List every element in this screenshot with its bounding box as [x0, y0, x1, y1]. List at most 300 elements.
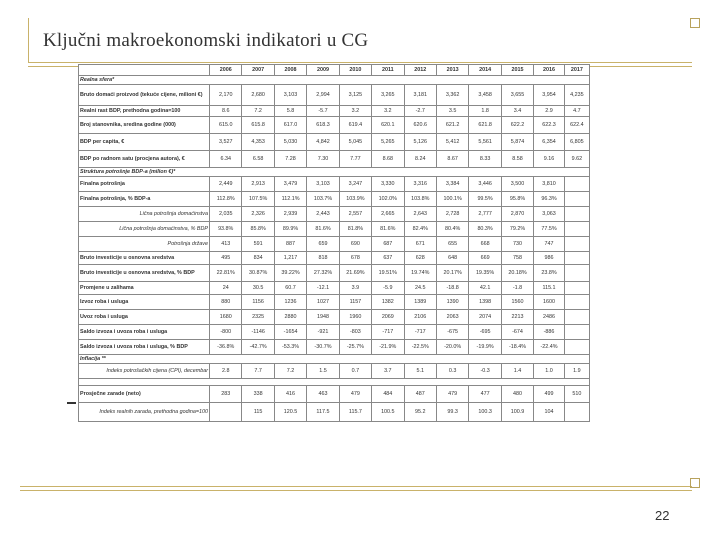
value-cell: 1157	[339, 295, 371, 310]
value-cell: 1382	[372, 295, 404, 310]
value-cell: 678	[339, 252, 371, 265]
value-cell: 115.1	[534, 282, 565, 295]
value-cell: 107.5%	[242, 192, 274, 207]
value-cell: 3,316	[404, 177, 436, 192]
value-cell: 1680	[210, 310, 242, 325]
value-cell: 2213	[501, 310, 533, 325]
value-cell: -886	[534, 325, 565, 340]
value-cell: -674	[501, 325, 533, 340]
value-cell: 834	[242, 252, 274, 265]
value-cell: 96.3%	[534, 192, 565, 207]
frame-bottom-rule-secondary	[20, 490, 692, 491]
value-cell: -695	[469, 325, 501, 340]
table-row	[79, 117, 590, 134]
value-cell	[564, 222, 589, 237]
value-cell: 30.5	[242, 282, 274, 295]
value-cell: 620.1	[372, 117, 404, 134]
value-cell	[564, 252, 589, 265]
value-cell: -42.7%	[242, 340, 274, 355]
value-cell	[564, 403, 589, 422]
table-row	[79, 386, 590, 403]
value-cell: 3.9	[339, 282, 371, 295]
value-cell: 20.18%	[501, 265, 533, 282]
value-cell: 80.4%	[436, 222, 468, 237]
macro-indicators-table	[78, 64, 590, 422]
section-header-row	[79, 168, 590, 177]
value-cell: 3.2	[372, 106, 404, 117]
row-label: Potrošnja države	[79, 237, 210, 252]
value-cell: -1654	[274, 325, 306, 340]
value-cell: 100.3	[469, 403, 501, 422]
value-cell: 690	[339, 237, 371, 252]
value-cell: 2074	[469, 310, 501, 325]
value-cell: 3.7	[372, 364, 404, 379]
frame-vertical-line	[28, 18, 29, 62]
value-cell: 100.1%	[436, 192, 468, 207]
table-row	[79, 237, 590, 252]
table-row	[79, 265, 590, 282]
value-cell: 103.9%	[339, 192, 371, 207]
value-cell: 7.7	[242, 364, 274, 379]
value-cell	[210, 403, 242, 422]
value-cell: -18.4%	[501, 340, 533, 355]
value-cell: 7.77	[339, 151, 371, 168]
table-row	[79, 340, 590, 355]
year-header: 2012	[404, 65, 436, 76]
value-cell: -21.9%	[372, 340, 404, 355]
value-cell: 637	[372, 252, 404, 265]
table-row	[79, 151, 590, 168]
value-cell: 0.3	[436, 364, 468, 379]
header-label-cell	[79, 65, 210, 76]
section-title	[79, 379, 590, 386]
value-cell: 27.32%	[307, 265, 339, 282]
value-cell: 1.0	[534, 364, 565, 379]
value-cell: -5.7	[307, 106, 339, 117]
value-cell: 5,265	[372, 134, 404, 151]
value-cell: 3,527	[210, 134, 242, 151]
value-cell	[564, 265, 589, 282]
value-cell: 619.4	[339, 117, 371, 134]
section-header-row	[79, 76, 590, 85]
value-cell: 8.24	[404, 151, 436, 168]
table-row	[79, 85, 590, 106]
value-cell: 3,265	[372, 85, 404, 106]
section-title: Inflacija **	[79, 355, 590, 364]
value-cell: 3,103	[274, 85, 306, 106]
value-cell: 102.0%	[372, 192, 404, 207]
value-cell: 81.6%	[372, 222, 404, 237]
row-label: Promjene u zalihama	[79, 282, 210, 295]
value-cell: 2,170	[210, 85, 242, 106]
value-cell: 669	[469, 252, 501, 265]
value-cell: 5,412	[436, 134, 468, 151]
value-cell: 1960	[339, 310, 371, 325]
value-cell: 615.8	[242, 117, 274, 134]
value-cell: 3.2	[339, 106, 371, 117]
value-cell: 20.17%	[436, 265, 468, 282]
value-cell: 2.9	[534, 106, 565, 117]
value-cell: 2486	[534, 310, 565, 325]
value-cell: -22.5%	[404, 340, 436, 355]
value-cell: 3,330	[372, 177, 404, 192]
row-label: Saldo izvoza i uvoza roba i usluga	[79, 325, 210, 340]
value-cell: 60.7	[274, 282, 306, 295]
value-cell: 77.5%	[534, 222, 565, 237]
value-cell: 7.30	[307, 151, 339, 168]
year-header: 2011	[372, 65, 404, 76]
value-cell: 117.5	[307, 403, 339, 422]
value-cell: 0.7	[339, 364, 371, 379]
value-cell: 3,103	[307, 177, 339, 192]
value-cell: 8.67	[436, 151, 468, 168]
value-cell: 89.9%	[274, 222, 306, 237]
value-cell: -53.3%	[274, 340, 306, 355]
table-row	[79, 325, 590, 340]
value-cell: 668	[469, 237, 501, 252]
value-cell: 1.9	[564, 364, 589, 379]
value-cell: 2325	[242, 310, 274, 325]
value-cell: 2069	[372, 310, 404, 325]
table-row	[79, 310, 590, 325]
value-cell: 8.58	[501, 151, 533, 168]
value-cell: 3,362	[436, 85, 468, 106]
table-row	[79, 222, 590, 237]
value-cell: 413	[210, 237, 242, 252]
value-cell: 2,443	[307, 207, 339, 222]
row-label: Saldo izvoza i uvoza roba i usluga, % BDP	[79, 340, 210, 355]
value-cell: 499	[534, 386, 565, 403]
value-cell: 615.0	[210, 117, 242, 134]
value-cell: 2880	[274, 310, 306, 325]
value-cell: 3,954	[534, 85, 565, 106]
year-header: 2017	[564, 65, 589, 76]
page-number: 22	[655, 508, 670, 523]
value-cell: 1156	[242, 295, 274, 310]
row-label: Lična potrošnja domaćinstva, % BDP	[79, 222, 210, 237]
value-cell: 4,235	[564, 85, 589, 106]
frame-bottom-rule	[20, 486, 692, 487]
value-cell: 30.87%	[242, 265, 274, 282]
value-cell: 42.1	[469, 282, 501, 295]
value-cell: 103.8%	[404, 192, 436, 207]
dash-mark	[67, 402, 76, 404]
value-cell: 21.69%	[339, 265, 371, 282]
frame-top-rule	[28, 62, 692, 63]
year-header: 2009	[307, 65, 339, 76]
value-cell: 3,446	[469, 177, 501, 192]
value-cell: 2,326	[242, 207, 274, 222]
value-cell: 6.34	[210, 151, 242, 168]
value-cell: 112.1%	[274, 192, 306, 207]
value-cell: 8.68	[372, 151, 404, 168]
value-cell: 510	[564, 386, 589, 403]
value-cell: -2.7	[404, 106, 436, 117]
value-cell: 1.8	[469, 106, 501, 117]
row-label: Uvoz roba i usluga	[79, 310, 210, 325]
value-cell: 283	[210, 386, 242, 403]
value-cell: 93.8%	[210, 222, 242, 237]
value-cell: 6,354	[534, 134, 565, 151]
value-cell: 620.6	[404, 117, 436, 134]
value-cell: 338	[242, 386, 274, 403]
value-cell: 7.2	[274, 364, 306, 379]
value-cell	[564, 282, 589, 295]
value-cell	[564, 207, 589, 222]
row-label: Bruto investicije u osnovna sredstva	[79, 252, 210, 265]
value-cell: 8.33	[469, 151, 501, 168]
value-cell: -717	[372, 325, 404, 340]
value-cell: 484	[372, 386, 404, 403]
value-cell: 1389	[404, 295, 436, 310]
value-cell: 479	[436, 386, 468, 403]
value-cell: 22.81%	[210, 265, 242, 282]
row-label: Indeks realnih zarada, prethodna godina=100	[79, 403, 210, 422]
slide-title: Ključni makroekonomski indikatori u CG	[43, 30, 369, 51]
value-cell: 100.9	[501, 403, 533, 422]
value-cell: 617.0	[274, 117, 306, 134]
value-cell: 4.7	[564, 106, 589, 117]
year-header: 2008	[274, 65, 306, 76]
value-cell: 2,777	[469, 207, 501, 222]
value-cell	[564, 295, 589, 310]
value-cell: 115	[242, 403, 274, 422]
value-cell: 5.8	[274, 106, 306, 117]
value-cell: 730	[501, 237, 533, 252]
value-cell: 1236	[274, 295, 306, 310]
value-cell: 3,500	[501, 177, 533, 192]
value-cell: -30.7%	[307, 340, 339, 355]
value-cell: 3.4	[501, 106, 533, 117]
value-cell: 23.8%	[534, 265, 565, 282]
value-cell: 416	[274, 386, 306, 403]
value-cell: 479	[339, 386, 371, 403]
section-header-row	[79, 379, 590, 386]
value-cell: 818	[307, 252, 339, 265]
value-cell: 2,643	[404, 207, 436, 222]
value-cell: 1560	[501, 295, 533, 310]
table-row	[79, 403, 590, 422]
value-cell: 495	[210, 252, 242, 265]
value-cell: 120.5	[274, 403, 306, 422]
value-cell: 463	[307, 386, 339, 403]
value-cell: 622.4	[564, 117, 589, 134]
corner-square-icon-bottom	[690, 478, 700, 488]
value-cell: 3,810	[534, 177, 565, 192]
value-cell: 5,030	[274, 134, 306, 151]
section-title: Realna sfera*	[79, 76, 590, 85]
value-cell: 19.74%	[404, 265, 436, 282]
row-label: Izvoz roba i usluga	[79, 295, 210, 310]
row-label: Finalna potrošnja, % BDP-a	[79, 192, 210, 207]
row-label: Finalna potrošnja	[79, 177, 210, 192]
value-cell: 9.16	[534, 151, 565, 168]
section-title: Struktura potrošnje BDP-a (milion €)*	[79, 168, 590, 177]
value-cell: 3,125	[339, 85, 371, 106]
value-cell: 79.2%	[501, 222, 533, 237]
value-cell: 659	[307, 237, 339, 252]
value-cell: 591	[242, 237, 274, 252]
value-cell: -19.9%	[469, 340, 501, 355]
value-cell: 3,655	[501, 85, 533, 106]
value-cell: 7.28	[274, 151, 306, 168]
value-cell: 8.6	[210, 106, 242, 117]
value-cell: 81.8%	[339, 222, 371, 237]
value-cell: 2,035	[210, 207, 242, 222]
value-cell: 880	[210, 295, 242, 310]
value-cell: -25.7%	[339, 340, 371, 355]
table-row	[79, 252, 590, 265]
value-cell: -36.8%	[210, 340, 242, 355]
value-cell: 480	[501, 386, 533, 403]
value-cell: 2,449	[210, 177, 242, 192]
table-row	[79, 282, 590, 295]
value-cell: 7.2	[242, 106, 274, 117]
value-cell: -717	[404, 325, 436, 340]
value-cell: 2,913	[242, 177, 274, 192]
value-cell: 687	[372, 237, 404, 252]
value-cell: 622.3	[534, 117, 565, 134]
value-cell: -22.4%	[534, 340, 565, 355]
value-cell: -12.1	[307, 282, 339, 295]
year-header: 2006	[210, 65, 242, 76]
value-cell: 2,728	[436, 207, 468, 222]
value-cell: 2,939	[274, 207, 306, 222]
value-cell: 3.5	[436, 106, 468, 117]
value-cell: 655	[436, 237, 468, 252]
value-cell: 487	[404, 386, 436, 403]
value-cell: 2063	[436, 310, 468, 325]
value-cell: 1600	[534, 295, 565, 310]
value-cell: 747	[534, 237, 565, 252]
value-cell: -0.3	[469, 364, 501, 379]
value-cell: 1,217	[274, 252, 306, 265]
value-cell: -921	[307, 325, 339, 340]
value-cell: 2,994	[307, 85, 339, 106]
value-cell: 82.4%	[404, 222, 436, 237]
value-cell: 1.4	[501, 364, 533, 379]
value-cell: 6,805	[564, 134, 589, 151]
value-cell: 628	[404, 252, 436, 265]
value-cell: 2,870	[501, 207, 533, 222]
value-cell	[564, 237, 589, 252]
value-cell: 112.8%	[210, 192, 242, 207]
value-cell: 104	[534, 403, 565, 422]
value-cell: 115.7	[339, 403, 371, 422]
value-cell: 3,384	[436, 177, 468, 192]
table-row	[79, 207, 590, 222]
value-cell: -20.0%	[436, 340, 468, 355]
value-cell: 3,247	[339, 177, 371, 192]
value-cell: 618.3	[307, 117, 339, 134]
corner-square-icon	[690, 18, 700, 28]
value-cell: 3,479	[274, 177, 306, 192]
row-label: Lična potrošnja domaćinstva	[79, 207, 210, 222]
value-cell: 758	[501, 252, 533, 265]
value-cell: 3,063	[534, 207, 565, 222]
value-cell: 4,842	[307, 134, 339, 151]
value-cell: 621.2	[436, 117, 468, 134]
row-label: Prosječne zarade (neto)	[79, 386, 210, 403]
table-header-row	[79, 65, 590, 76]
table-row	[79, 295, 590, 310]
row-label: Bruto domaći proizvod (tekuće cijene, milioni €)	[79, 85, 210, 106]
value-cell: 2,557	[339, 207, 371, 222]
value-cell: -803	[339, 325, 371, 340]
value-cell	[564, 177, 589, 192]
value-cell: 2,680	[242, 85, 274, 106]
table-row	[79, 134, 590, 151]
value-cell: 19.35%	[469, 265, 501, 282]
row-label: BDP po radnom satu (procjena autora), €	[79, 151, 210, 168]
section-header-row	[79, 355, 590, 364]
row-label: Broj stanovnika, sredina godine (000)	[79, 117, 210, 134]
value-cell: 1027	[307, 295, 339, 310]
value-cell: 671	[404, 237, 436, 252]
value-cell	[564, 310, 589, 325]
year-header: 2016	[534, 65, 565, 76]
table-row	[79, 192, 590, 207]
table-row	[79, 177, 590, 192]
value-cell: 648	[436, 252, 468, 265]
value-cell: 1.5	[307, 364, 339, 379]
value-cell	[564, 325, 589, 340]
value-cell: 99.3	[436, 403, 468, 422]
table-row	[79, 106, 590, 117]
value-cell: -5.9	[372, 282, 404, 295]
value-cell: 80.3%	[469, 222, 501, 237]
value-cell: 3,458	[469, 85, 501, 106]
value-cell	[564, 340, 589, 355]
value-cell: 19.51%	[372, 265, 404, 282]
row-label: BDP per capita, €	[79, 134, 210, 151]
value-cell: 477	[469, 386, 501, 403]
table-row	[79, 364, 590, 379]
row-label: Realni rast BDP, prethodna godina=100	[79, 106, 210, 117]
value-cell: 5,045	[339, 134, 371, 151]
value-cell: -1146	[242, 325, 274, 340]
value-cell: 622.2	[501, 117, 533, 134]
value-cell: 95.8%	[501, 192, 533, 207]
row-label: Bruto investicije u osnovna sredstva, % BDP	[79, 265, 210, 282]
year-header: 2010	[339, 65, 371, 76]
row-label: Indeks potrošačkih cijena (CPI), decembar	[79, 364, 210, 379]
value-cell: 3,181	[404, 85, 436, 106]
value-cell: 621.8	[469, 117, 501, 134]
value-cell: 2106	[404, 310, 436, 325]
value-cell: 99.5%	[469, 192, 501, 207]
year-header: 2013	[436, 65, 468, 76]
value-cell	[564, 192, 589, 207]
year-header: 2014	[469, 65, 501, 76]
value-cell: 5.1	[404, 364, 436, 379]
value-cell: 103.7%	[307, 192, 339, 207]
value-cell: 4,353	[242, 134, 274, 151]
value-cell: 2.8	[210, 364, 242, 379]
value-cell: 1948	[307, 310, 339, 325]
value-cell: -18.8	[436, 282, 468, 295]
value-cell: 39.22%	[274, 265, 306, 282]
value-cell: 9.62	[564, 151, 589, 168]
value-cell: 95.2	[404, 403, 436, 422]
value-cell: 81.6%	[307, 222, 339, 237]
value-cell: 24	[210, 282, 242, 295]
value-cell: 5,126	[404, 134, 436, 151]
value-cell: -800	[210, 325, 242, 340]
value-cell: 887	[274, 237, 306, 252]
value-cell: -1.8	[501, 282, 533, 295]
value-cell: 1390	[436, 295, 468, 310]
